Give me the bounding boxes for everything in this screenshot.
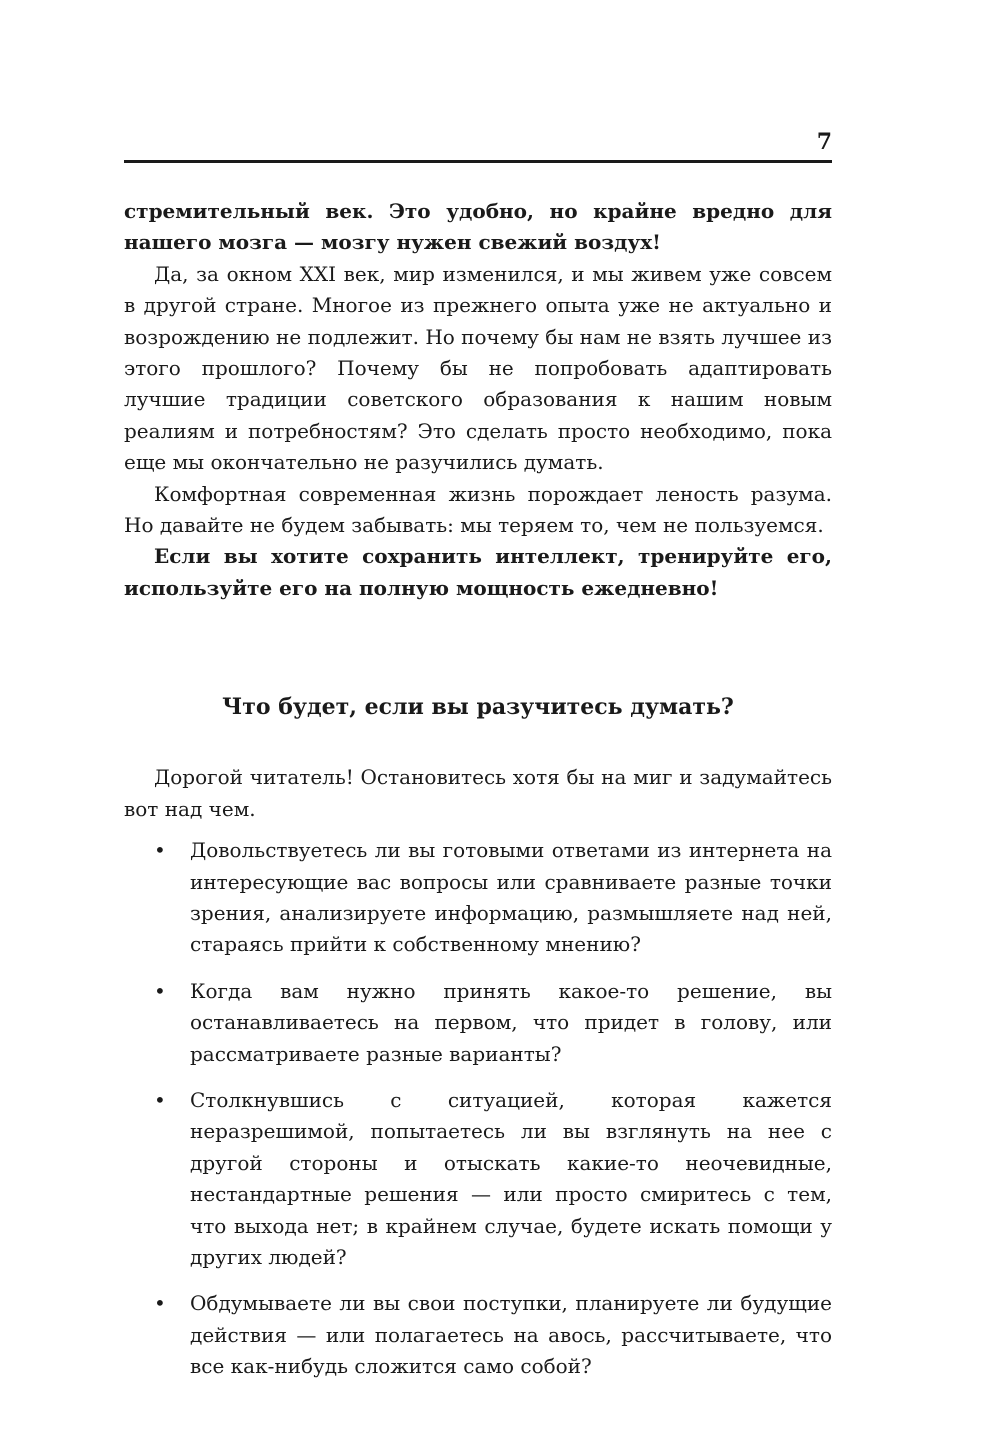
header-rule bbox=[124, 160, 832, 163]
page-number: 7 bbox=[816, 129, 832, 155]
list-item-text: Довольствуетесь ли вы готовыми ответами из интернета на интересующие вас вопросы или сравниваете разные точки зрения, анализируете информацию, размышляете над ней, стараясь прийти к собственному мнению? bbox=[190, 838, 832, 957]
bullet-icon: • bbox=[154, 1087, 166, 1112]
bullet-icon: • bbox=[154, 1291, 166, 1316]
intro-paragraph-3: Комфортная современная жизнь порождает леность разума. Но давайте не будем забывать: мы теряем то, чем не пользуемся. bbox=[124, 481, 832, 538]
intro-paragraph-2: Да, за окном XXI век, мир изменился, и мы живем уже совсем в другой стране. Многое из прежнего опыта уже не актуально и возрождению не подлежит. Но почему бы нам не взять лучшее из этого прошлого? Почему бы не попробовать адаптировать лучшие традиции советского образования к нашим новым реалиям и потребностям? Это сделать просто необходимо, пока еще мы окончательно не разучились думать. bbox=[124, 261, 832, 475]
section-lead: Дорогой читатель! Остановитесь хотя бы на миг и задумайтесь вот над чем. bbox=[124, 765, 832, 821]
section-heading: Что будет, если вы разучитесь думать? bbox=[222, 694, 734, 721]
intro-paragraph-4: Если вы хотите сохранить интеллект, тренируйте его, используйте его на полную мощность ежедневно! bbox=[124, 544, 832, 600]
page-body bbox=[124, 196, 832, 1398]
bullet-icon: • bbox=[154, 838, 166, 863]
list-item bbox=[124, 835, 832, 961]
list-item bbox=[124, 1288, 832, 1382]
list-item-text: Столкнувшись с ситуацией, которая кажется неразрешимой, попытаетесь ли вы взглянуть на нее с другой стороны и отыскать какие-то неочевидные, нестандартные решения — или просто смиритесь с тем, что выхода нет; в крайнем случае, будете искать помощи у других людей? bbox=[190, 1087, 832, 1269]
question-list bbox=[124, 835, 832, 1383]
list-item bbox=[124, 1085, 832, 1273]
list-item-text: Когда вам нужно принять какое-то решение, вы останавливаетесь на первом, что придет в голову, или рассматриваете разные варианты? bbox=[190, 978, 832, 1066]
intro-paragraph-1: стремительный век. Это удобно, но крайне вредно для нашего мозга — мозгу нужен свежий воздух! bbox=[124, 199, 832, 255]
bullet-icon: • bbox=[154, 978, 166, 1003]
list-item-text: Обдумываете ли вы свои поступки, планируете ли будущие действия — или полагаетесь на авось, рассчитываете, что все как-нибудь сложится само собой? bbox=[190, 1291, 832, 1379]
list-item bbox=[124, 976, 832, 1070]
